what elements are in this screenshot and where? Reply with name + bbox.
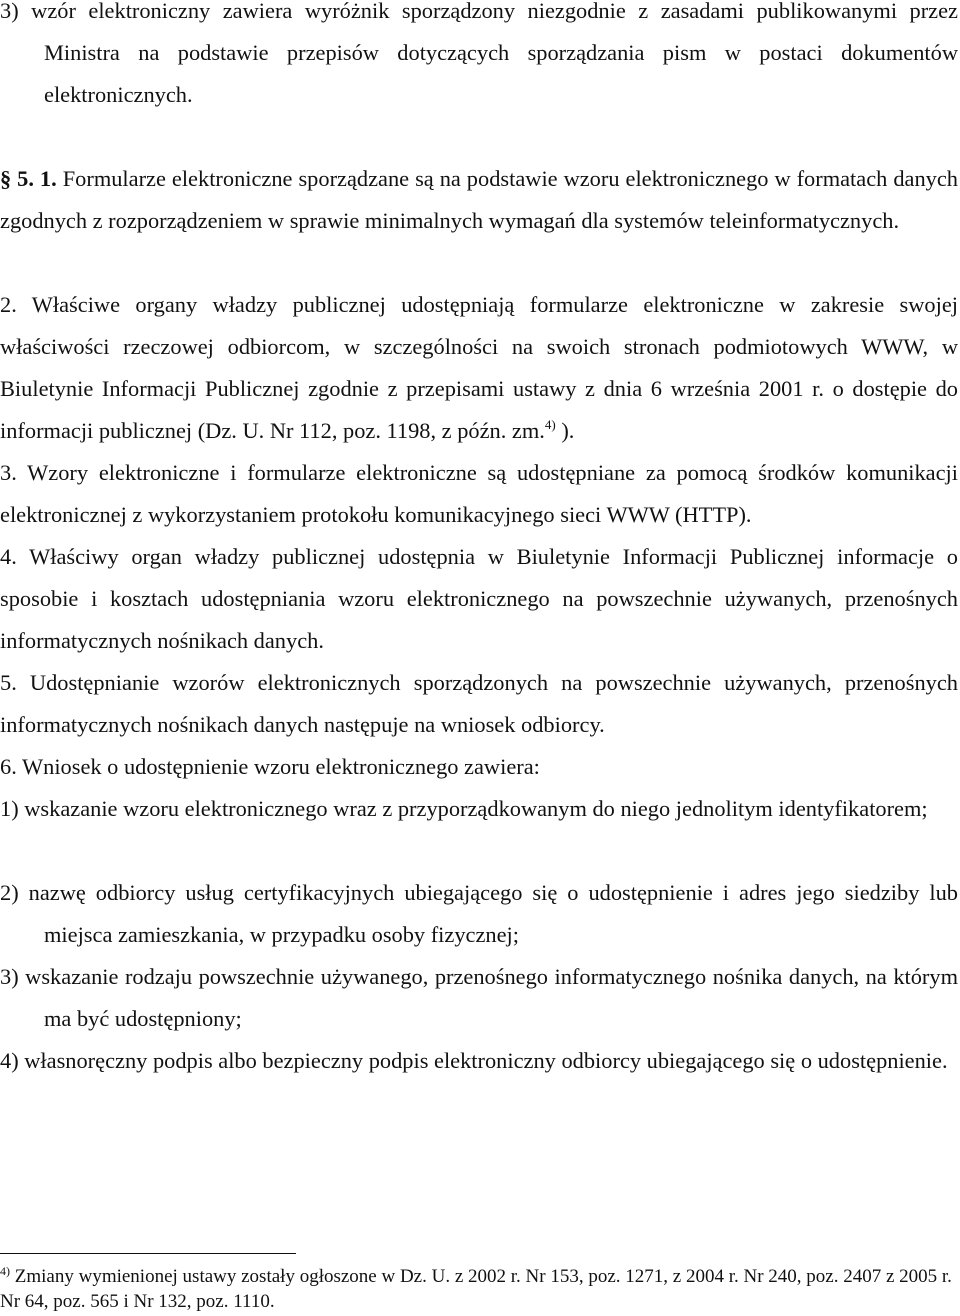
paragraph-5-2-end: ). — [561, 418, 575, 443]
paragraph-5-1 — [0, 158, 958, 242]
paragraph-5-6: 6. Wniosek o udostępnienie wzoru elektronicznego zawiera: — [0, 754, 540, 779]
paragraph-5-2-text: 2. Właściwe organy władzy publicznej udostępniają formularze elektroniczne w zakresie swojej właściwości rzeczowej odbiorcom, w szczególności na swoich stronach podmiotowych WWW, w Biuletynie Informacji Publicznej zgodnie z przepisami ustawy z dnia 6 września 2001 r. o dostępie do informacji publicznej (Dz. U. Nr 112, poz. 1198, z późn. zm. — [0, 292, 958, 443]
list-item-1: 1) wskazanie wzoru elektronicznego wraz z przyporządkowanym do niego jednolitym identyfikatorem; — [0, 796, 928, 821]
list-item-2: 2) nazwę odbiorcy usług certyfikacyjnych ubiegającego się o udostępnienie i adres jego siedziby lub miejsca zamieszkania, w przypadku osoby fizycznej; — [0, 880, 958, 947]
footnote — [0, 1264, 958, 1314]
footnote-separator — [0, 1253, 296, 1254]
footnote-marker: 4) — [0, 1264, 10, 1278]
paragraph-5-4: 4. Właściwy organ władzy publicznej udostępnia w Biuletynie Informacji Publicznej informacje o sposobie i kosztach udostępniania wzoru elektronicznego na powszechnie używanych, przenośnych informatycznych nośnikach danych. — [0, 544, 958, 653]
list-item-4: 4) własnoręczny podpis albo bezpieczny podpis elektroniczny odbiorcy ubiegającego się o udostępnienie. — [0, 1048, 948, 1073]
footnote-text: Zmiany wymienionej ustawy zostały ogłoszone w Dz. U. z 2002 r. Nr 153, poz. 1271, z 2004 r. Nr 240, poz. 2407 z 2005 r. Nr 64, poz. 565 i Nr 132, poz. 1110. — [0, 1266, 952, 1312]
section-number: § 5. 1. — [0, 166, 57, 191]
list-item-3-wzor: 3) wzór elektroniczny zawiera wyróżnik sporządzony niezgodnie z zasadami publikowanymi przez Ministra na podstawie przepisów dotyczących sporządzania pism w postaci dokumentów elektronicznych. — [0, 0, 958, 107]
footnote-reference: 4) — [544, 417, 556, 432]
list-item-3: 3) wskazanie rodzaju powszechnie używanego, przenośnego informatycznego nośnika danych, na którym ma być udostępniony; — [0, 964, 958, 1031]
paragraph-5-2 — [0, 284, 958, 452]
paragraph-5-5: 5. Udostępnianie wzorów elektronicznych sporządzonych na powszechnie używanych, przenośnych informatycznych nośnikach danych następuje na wniosek odbiorcy. — [0, 670, 958, 737]
paragraph-5-3: 3. Wzory elektroniczne i formularze elektroniczne są udostępniane za pomocą środków komunikacji elektronicznej z wykorzystaniem protokołu komunikacyjnego sieci WWW (HTTP). — [0, 460, 958, 527]
paragraph-5-1-text: Formularze elektroniczne sporządzane są na podstawie wzoru elektronicznego w formatach danych zgodnych z rozporządzeniem w sprawie minimalnych wymagań dla systemów teleinformatycznych. — [0, 166, 958, 233]
